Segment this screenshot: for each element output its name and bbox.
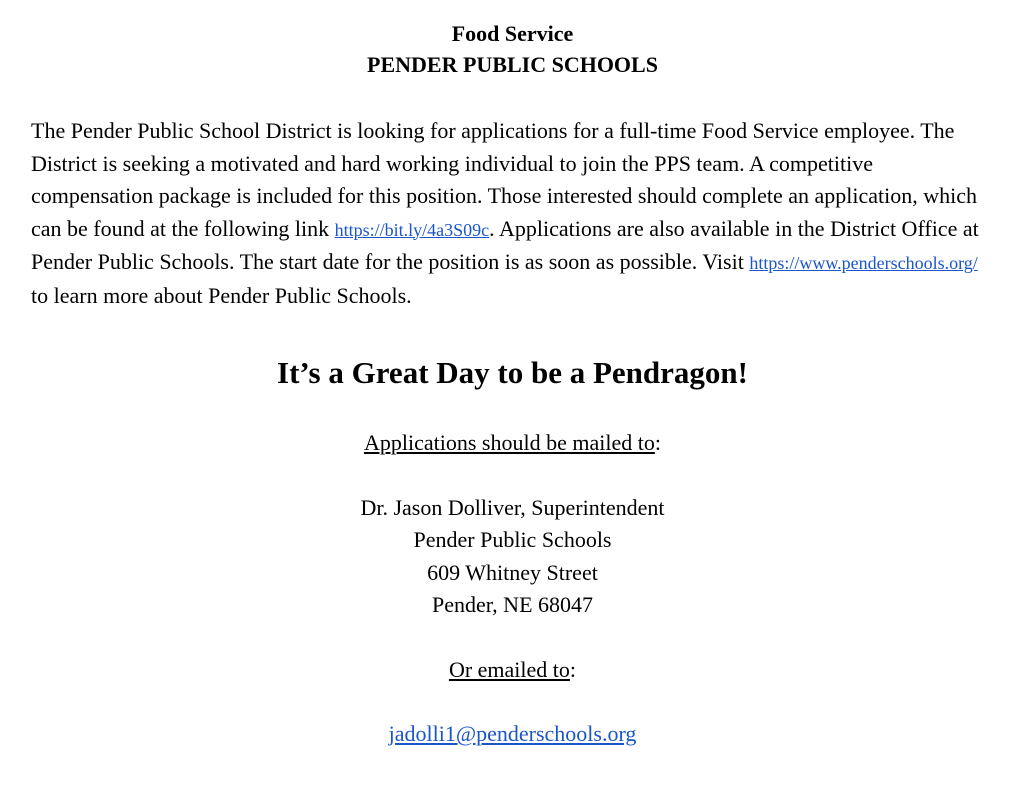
email-link[interactable]: jadolli1@penderschools.org bbox=[388, 721, 637, 746]
application-link[interactable]: https://bit.ly/4a3S09c bbox=[334, 219, 490, 240]
description-text-3: to learn more about Pender Public Schools. bbox=[31, 282, 412, 308]
document-title: Food Service bbox=[451, 21, 574, 46]
slogan-heading: It’s a Great Day to be a Pendragon! bbox=[277, 355, 748, 390]
mailing-address bbox=[31, 492, 994, 622]
address-line-name: Dr. Jason Dolliver, Superintendent bbox=[360, 494, 665, 520]
description-text-1: The Pender Public School District is looking for applications for a full-time Food Service employee. The District is seeking a motivated and hard working individual to join the PPS team. A competitive compensation package is included for this position. Those interested should complete an application, which can be found at the following link bbox=[31, 118, 977, 241]
email-label-text: Or emailed to bbox=[448, 656, 570, 682]
address-line-street: 609 Whitney Street bbox=[427, 559, 598, 585]
mail-label bbox=[31, 427, 994, 460]
job-description-paragraph bbox=[31, 115, 994, 312]
email-line bbox=[31, 718, 994, 751]
address-line-city: Pender, NE 68047 bbox=[431, 592, 594, 617]
mail-label-text: Applications should be mailed to bbox=[364, 430, 655, 455]
district-name: PENDER PUBLIC SCHOOLS bbox=[367, 52, 658, 77]
description-text-2: . Applications are also available in the District Office at Pender Public Schools. The start date for the position is as soon as possible. Visit bbox=[31, 215, 979, 274]
email-label-colon: : bbox=[569, 656, 577, 682]
district-website-link[interactable]: https://www.penderschools.org/ bbox=[749, 253, 978, 273]
email-label bbox=[31, 654, 994, 687]
mail-label-colon: : bbox=[654, 430, 661, 455]
address-line-organization: Pender Public Schools bbox=[413, 527, 612, 552]
